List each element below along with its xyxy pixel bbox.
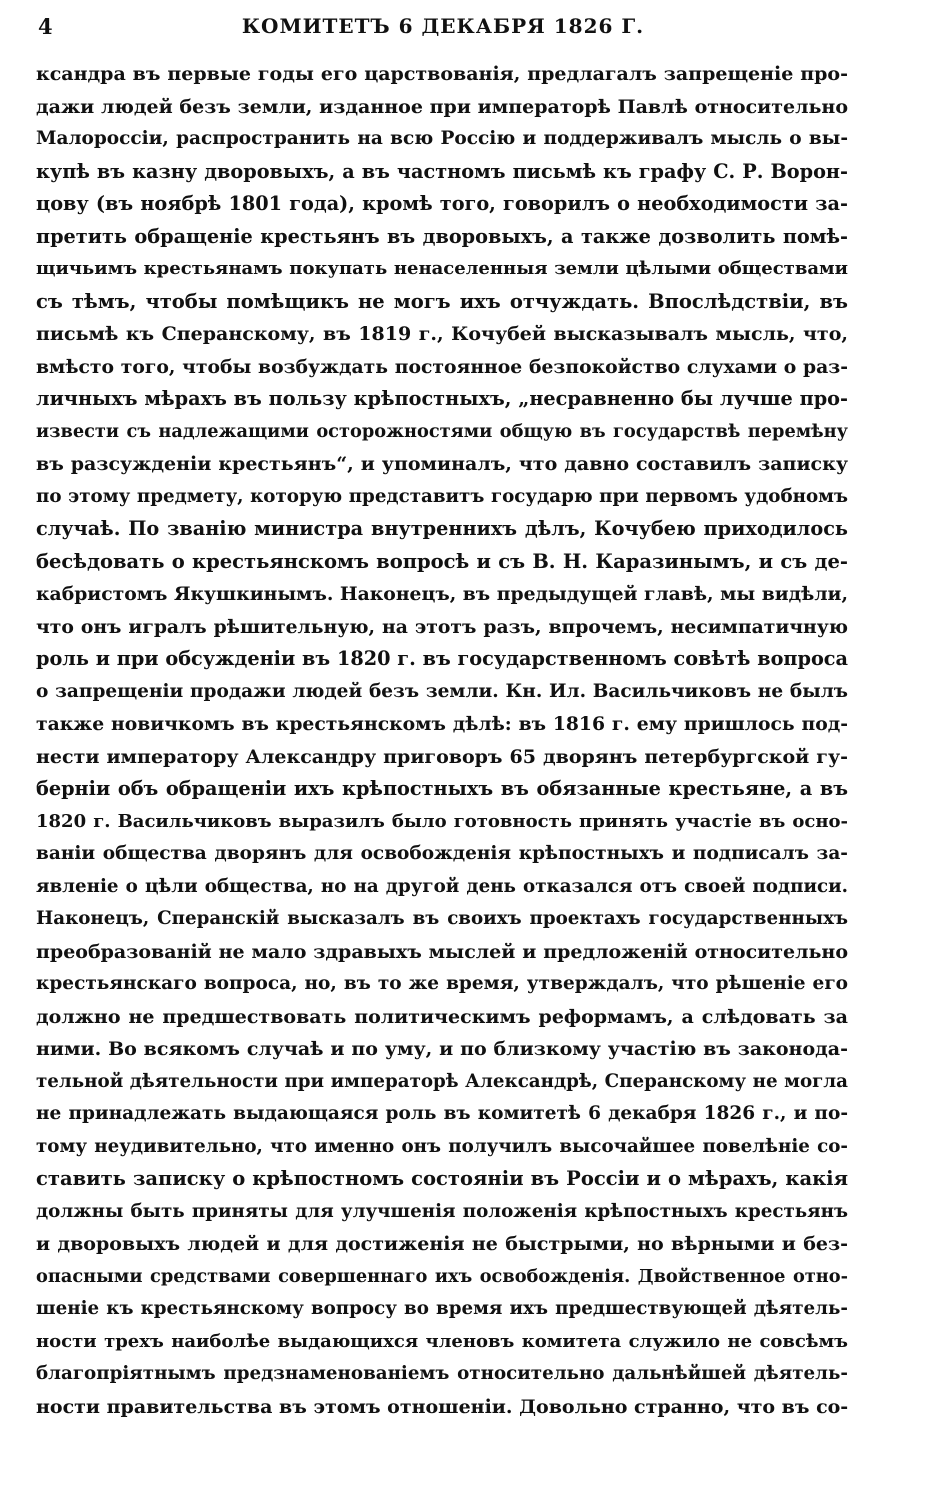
text-line: крестьянскаго вопроса, но, въ то же время, утверждалъ, что рѣшеніе его [36, 973, 848, 994]
page-number: 4 [38, 14, 53, 39]
text-line: письмѣ къ Сперанскому, въ 1819 г., Кочубей высказывалъ мысль, что, [36, 323, 848, 345]
running-title: КОМИТЕТЪ 6 ДЕКАБРЯ 1826 Г. [241, 14, 645, 38]
text-line: тельной дѣятельности при императорѣ Александрѣ, Сперанскому не могла [36, 1070, 848, 1092]
text-line: дажи людей безъ земли, изданное при императорѣ Павлѣ относительно [36, 95, 848, 118]
text-line: цову (въ ноябрѣ 1801 года), кромѣ того, говорилъ о необходимости за- [36, 192, 848, 215]
text-line: съ тѣмъ, чтобы помѣщикъ не могъ ихъ отчуждать. Впослѣдствіи, въ [36, 289, 848, 313]
text-line: щичьимъ крестьянамъ покупать ненаселенныя земли цѣлыми обществами [36, 258, 848, 279]
text-line: что онъ игралъ рѣшительную, на этотъ разъ, впрочемъ, несимпатичную [36, 615, 848, 638]
text-line: также новичкомъ въ крестьянскомъ дѣлѣ: въ 1816 г. ему пришлось под- [36, 713, 848, 735]
text-line: Наконецъ, Сперанскій высказалъ въ своихъ проектахъ государственныхъ [36, 908, 848, 929]
text-line: явленіе о цѣли общества, но на другой день отказался отъ своей подписи. [36, 875, 848, 897]
text-line: не принадлежать выдающаяся роль въ комитетѣ 6 декабря 1826 г., и по- [36, 1103, 848, 1124]
text-line: должны быть приняты для улучшенія положенія крѣпостныхъ крестьянъ [36, 1200, 848, 1222]
text-line: ними. Во всякомъ случаѣ и по уму, и по близкому участію въ законода- [36, 1038, 848, 1060]
text-line: ности правительства въ этомъ отношеніи. Довольно странно, что въ со- [36, 1395, 848, 1418]
text-line: купѣ въ казну дворовыхъ, а въ частномъ письмѣ къ графу С. Р. Ворон- [36, 159, 848, 183]
text-line: Малороссіи, распространить на всю Россію и поддерживалъ мысль о вы- [36, 128, 848, 149]
text-line: въ разсужденіи крестьянъ“, и упоминалъ, что давно составилъ записку [36, 453, 848, 475]
text-line: ваніи общества дворянъ для освобожденія крѣпостныхъ и подписалъ за- [36, 843, 848, 864]
text-line: ставить записку о крѣпостномъ состояніи въ Россіи и о мѣрахъ, какія [36, 1167, 848, 1190]
text-line: роль и при обсужденіи въ 1820 г. въ государственномъ совѣтѣ вопроса [36, 647, 848, 670]
text-line: о запрещеніи продажи людей безъ земли. Кн. Ил. Васильчиковъ не былъ [36, 680, 848, 702]
page-header [38, 10, 848, 44]
text-line: по этому предмету, которую представитъ государю при первомъ удобномъ [36, 485, 848, 507]
text-line: опасными средствами совершеннаго ихъ освобожденія. Двойственное отно- [36, 1265, 848, 1287]
body-text [36, 58, 848, 1423]
text-line: преобразованій не мало здравыхъ мыслей и предложеній относительно [36, 940, 848, 963]
text-line: благопріятнымъ предзнаменованіемъ относительно дальнѣйшей дѣятель- [36, 1363, 848, 1384]
text-line: извести съ надлежащими осторожностями общую въ государствѣ перемѣну [36, 420, 848, 442]
text-line: кабристомъ Якушкинымъ. Наконецъ, въ предыдущей главѣ, мы видѣли, [36, 583, 848, 605]
text-line: 1820 г. Васильчиковъ выразилъ было готовность принять участіе въ осно- [36, 810, 848, 832]
text-line: нести императору Александру приговоръ 65 дворянъ петербургской гу- [36, 745, 848, 768]
text-line: случаѣ. По званію министра внутреннихъ дѣлъ, Кочубею приходилось [36, 517, 848, 540]
text-line: ксандра въ первые годы его царствованія, предлагалъ запрещеніе про- [36, 63, 848, 85]
text-line: тому неудивительно, что именно онъ получилъ высочайшее повелѣніе со- [36, 1135, 848, 1157]
text-line: бесѣдовать о крестьянскомъ вопросѣ и съ В. Н. Каразинымъ, и съ де- [36, 549, 848, 573]
text-line: и дворовыхъ людей и для достиженія не быстрыми, но вѣрными и без- [36, 1233, 848, 1255]
text-line: ности трехъ наиболѣе выдающихся членовъ комитета служило не совсѣмъ [36, 1330, 848, 1352]
text-line: шеніе къ крестьянскому вопросу во время ихъ предшествующей дѣятель- [36, 1298, 848, 1319]
text-line: личныхъ мѣрахъ въ пользу крѣпостныхъ, „несравненно бы лучше про- [36, 387, 848, 410]
text-line: берніи объ обращеніи ихъ крѣпостныхъ въ обязанные крестьяне, а въ [36, 777, 848, 800]
text-line: должно не предшествовать политическимъ реформамъ, а слѣдовать за [36, 1005, 848, 1028]
text-line: претить обращеніе крестьянъ въ дворовыхъ, а также дозволить помѣ- [36, 224, 848, 248]
text-line: вмѣсто того, чтобы возбуждать постоянное безпокойство слухами о раз- [36, 355, 848, 378]
